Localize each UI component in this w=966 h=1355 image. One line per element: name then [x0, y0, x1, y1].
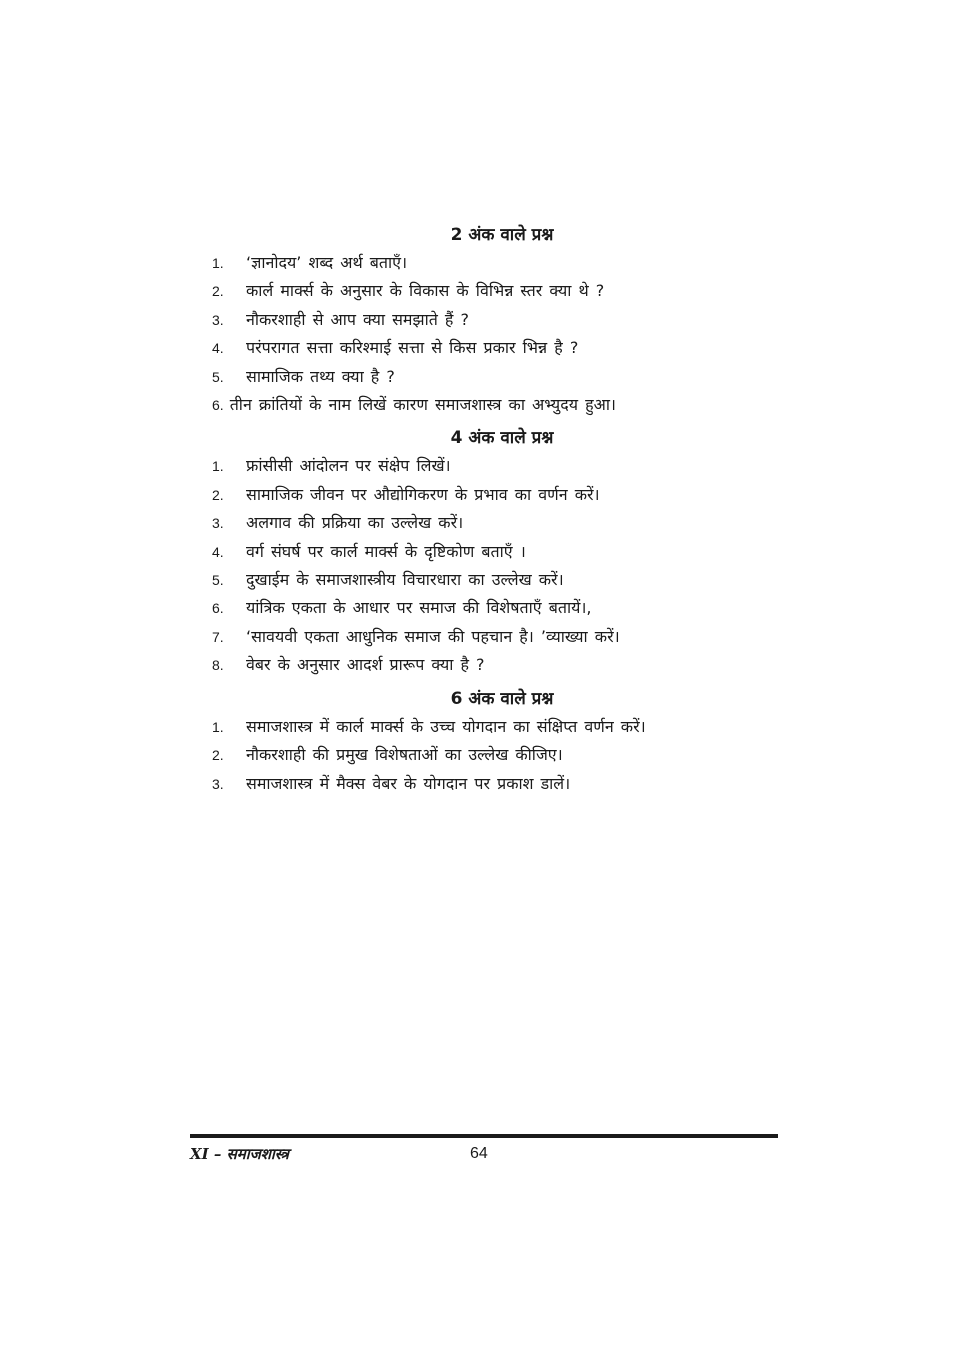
- question-number: 2.: [212, 486, 224, 503]
- question-item: [212, 391, 772, 419]
- question-number: 6.: [212, 397, 224, 414]
- question-text: ‘सावयवी एकता आधुनिक समाज की पहचान है। ’व्याख्या करें।: [246, 626, 620, 646]
- question-text: तीन क्रांतियों के नाम लिखें कारण समाजशास्त्र का अभ्युदय हुआ।: [229, 395, 616, 415]
- question-item: [212, 509, 772, 537]
- question-item: [212, 713, 772, 741]
- question-item: [212, 363, 772, 391]
- question-content: [212, 222, 772, 798]
- section-6-marks: [212, 686, 772, 798]
- question-text: कार्ल मार्क्स के अनुसार के विकास के विभिन्न स्तर क्या थे ?: [246, 281, 605, 301]
- question-item: [212, 481, 772, 509]
- question-number: 4.: [212, 340, 224, 357]
- question-list: [212, 452, 772, 679]
- question-item: [212, 623, 772, 651]
- question-text: दुखाईम के समाजशास्त्रीय विचारधारा का उल्लेख करें।: [246, 570, 564, 590]
- question-number: 1.: [212, 458, 224, 475]
- question-number: 5.: [212, 368, 224, 385]
- question-list: [212, 249, 772, 419]
- footer-divider: [190, 1134, 778, 1138]
- question-item: [212, 277, 772, 305]
- question-number: 3.: [212, 311, 224, 328]
- question-text: वेबर के अनुसार आदर्श प्रारूप क्या है ?: [246, 655, 485, 675]
- question-item: [212, 770, 772, 798]
- question-number: 1.: [212, 255, 224, 271]
- question-list: [212, 713, 772, 798]
- question-number: 2.: [212, 283, 224, 300]
- question-number: 3.: [212, 515, 224, 532]
- question-item: [212, 651, 772, 679]
- question-text: वर्ग संघर्ष पर कार्ल मार्क्स के दृष्टिकोण बताएँ ।: [246, 541, 526, 561]
- question-number: 8.: [212, 657, 224, 674]
- section-heading: 4 अंक वाले प्रश्न: [450, 428, 554, 449]
- page-number: 64: [470, 1145, 488, 1162]
- question-item: [212, 594, 772, 622]
- section-4-marks: [212, 425, 772, 679]
- question-text: नौकरशाही की प्रमुख विशेषताओं का उल्लेख कीजिए।: [246, 745, 563, 765]
- question-item: [212, 249, 772, 277]
- question-number: 6.: [212, 600, 224, 617]
- footer-book-title: XI – समाजशास्त्र: [190, 1145, 289, 1163]
- question-number: 4.: [212, 543, 224, 560]
- question-text: सामाजिक तथ्य क्या है ?: [246, 366, 395, 386]
- question-item: [212, 566, 772, 594]
- question-number: 7.: [212, 628, 224, 645]
- question-text: समाजशास्त्र में मैक्स वेबर के योगदान पर प्रकाश डालें।: [246, 773, 571, 793]
- question-item: [212, 452, 772, 480]
- question-item: [212, 538, 772, 566]
- question-text: अलगाव की प्रक्रिया का उल्लेख करें।: [246, 513, 464, 533]
- question-text: फ्रांसीसी आंदोलन पर संक्षेप लिखें।: [246, 456, 451, 476]
- question-text: समाजशास्त्र में कार्ल मार्क्स के उच्च योगदान का संक्षिप्त वर्णन करें।: [246, 716, 646, 736]
- section-heading: 2 अंक वाले प्रश्न: [450, 225, 554, 245]
- question-number: 1.: [212, 718, 224, 735]
- question-text: यांत्रिक एकता के आधार पर समाज की विशेषताएँ बतायें।,: [246, 598, 592, 618]
- question-item: [212, 741, 772, 769]
- section-heading: 6 अंक वाले प्रश्न: [450, 688, 554, 709]
- question-number: 3.: [212, 775, 224, 792]
- section-2-marks: [212, 222, 772, 419]
- question-number: 5.: [212, 572, 224, 589]
- question-text: परंपरागत सत्ता करिश्माई सत्ता से किस प्रकार भिन्न है ?: [246, 338, 579, 358]
- question-text: सामाजिक जीवन पर औद्योगिकरण के प्रभाव का वर्णन करें।: [246, 484, 600, 504]
- question-number: 2.: [212, 747, 224, 764]
- question-item: [212, 306, 772, 334]
- question-text: नौकरशाही से आप क्या समझाते हैं ?: [246, 309, 470, 329]
- question-text: ‘ज्ञानोदय’ शब्द अर्थ बताएँ।: [246, 253, 408, 272]
- question-item: [212, 334, 772, 362]
